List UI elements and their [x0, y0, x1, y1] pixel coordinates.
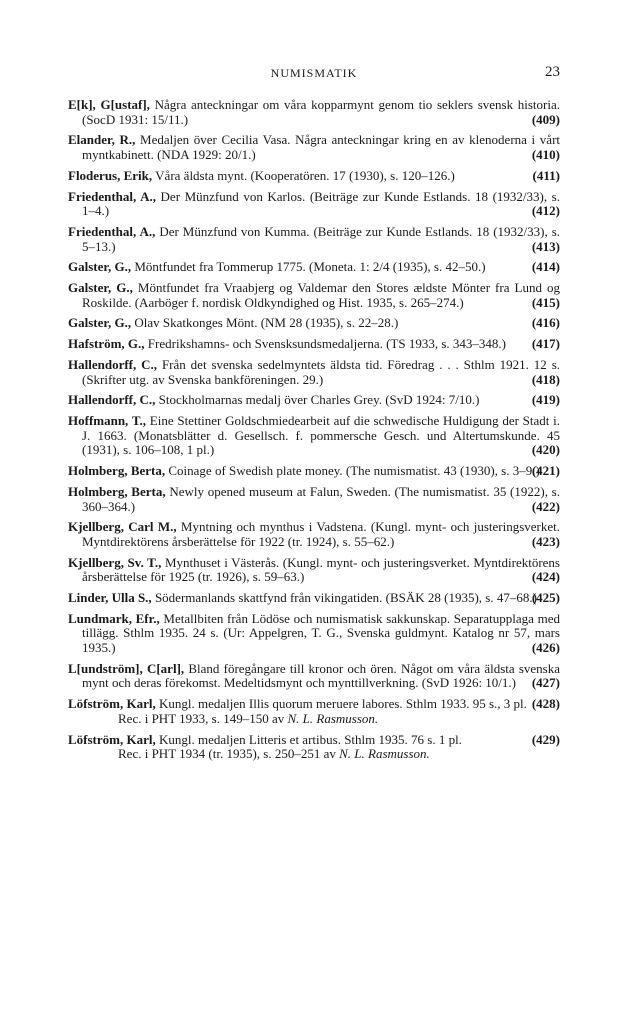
entry-text [68, 281, 560, 310]
bibliography-entry [68, 337, 560, 352]
bibliography-entry [68, 98, 560, 127]
entry-number: (412) [531, 203, 560, 219]
review-text: Rec. i PHT 1934 (tr. 1935), s. 250–251 av [118, 746, 340, 762]
entry-text [68, 225, 560, 254]
bibliography-entry [68, 358, 560, 387]
entry-title: Möntfundet fra Tommerup 1775. (Moneta. 1: 2/4 (1935), s. 42–50.) [131, 259, 486, 275]
entry-text [68, 393, 560, 408]
entry-author: Friedenthal, A., [68, 188, 156, 204]
entry-number: (415) [531, 294, 560, 310]
entry-review [68, 712, 560, 727]
entry-number: (416) [531, 315, 560, 331]
entry-author: Hoffmann, T., [68, 413, 147, 429]
entry-text [68, 485, 560, 514]
entry-author: Holmberg, Berta, [68, 463, 166, 479]
entry-title: Myntning och mynthus i Vadstena. (Kungl. mynt- och justeringsverket. Myntdirektörens årsberättelse för 1922 (tr. 1924), s. 55–62.) [82, 519, 561, 549]
bibliography-entry [68, 591, 560, 606]
bibliography-entry [68, 169, 560, 184]
entry-text [68, 133, 560, 162]
bibliography-entry [68, 316, 560, 331]
entry-text [68, 169, 560, 184]
entry-title: Metallbiten från Lödöse och numismatisk sakkunskap. Separatupplaga med tillägg. Sthlm 1935. 24 s. (Ur: Appelgren, T. G., Svenska guldmynt. Katalog nr 57, mars 1935.) [82, 610, 560, 655]
entry-author: Galster, G., [68, 315, 132, 331]
entry-number: (411) [532, 167, 560, 183]
entry-title: Kungl. medaljen Illis quorum meruere labores. Sthlm 1933. 95 s., 3 pl. [155, 696, 527, 712]
entry-title: Newly opened museum at Falun, Sweden. (The numismatist. 35 (1922), s. 360–364.) [82, 483, 560, 514]
entry-number: (427) [531, 675, 560, 691]
entry-author: Hallendorff, C., [68, 357, 158, 372]
bibliography-entry [68, 393, 560, 408]
bibliography-entry [68, 556, 560, 585]
entry-text [68, 358, 560, 387]
entry-text [68, 260, 560, 275]
bibliography-entry [68, 190, 560, 219]
entry-title: Medaljen över Cecilia Vasa. Några anteckningar kring en av klenoderna i vårt myntkabinett. (NDA 1929: 20/1.) [82, 132, 561, 162]
entry-number: (429) [531, 731, 560, 747]
entry-author: Hafström, G., [68, 336, 145, 352]
bibliography-list [68, 98, 560, 768]
entry-text [68, 464, 560, 479]
entry-author: Galster, G., [68, 259, 132, 275]
entry-title: Eine Stettiner Goldschmiedearbeit auf die schwedische Huldigung der Stadt i. J. 1663. (Monatsblätter d. Gesellsch. f. pommersche Gesch. und Altertumskunde. 45 (1931), s. 106–108, 1 pl.) [82, 413, 561, 458]
entry-review [68, 747, 560, 762]
entry-title: Der Münzfund von Karlos. (Beiträge zur Kunde Estlands. 18 (1932/33), s. 1–4.) [82, 188, 560, 219]
entry-number: (424) [531, 569, 560, 585]
entry-title: Våra äldsta mynt. (Kooperatören. 17 (1930), s. 120–126.) [152, 167, 455, 183]
entry-title: Från det svenska sedelmyntets äldsta tid. Föredrag . . . Sthlm 1921. 12 s. (Skrifter utg. av Svenska bankföreningen. 29.) [82, 357, 561, 387]
entry-author: Hallendorff, C., [68, 392, 156, 408]
entry-text [68, 697, 560, 712]
entry-number: (413) [531, 238, 560, 254]
page-header [68, 66, 560, 88]
review-text: Rec. i PHT 1933, s. 149–150 av [118, 710, 288, 726]
entry-number: (410) [531, 146, 560, 162]
entry-author: Elander, R., [68, 132, 136, 148]
entry-number: (425) [531, 590, 560, 606]
running-head: NUMISMATIK [270, 66, 358, 80]
bibliography-entry [68, 485, 560, 514]
entry-number: (426) [531, 640, 560, 655]
entry-title: Stockholmarnas medalj över Charles Grey. (SvD 1924: 7/10.) [155, 392, 480, 408]
entry-number: (418) [531, 371, 560, 387]
entry-title: Kungl. medaljen Litteris et artibus. Sthlm 1935. 76 s. 1 pl. [155, 731, 462, 747]
entry-author: Kjellberg, Sv. T., [68, 554, 162, 570]
bibliography-entry [68, 281, 560, 310]
entry-author: E[k], G[ustaf], [68, 97, 150, 112]
entry-author: Löfström, Karl, [68, 731, 156, 747]
entry-text [68, 733, 560, 748]
entry-author: Floderus, Erik, [68, 167, 153, 183]
entry-title: Olav Skatkonges Mönt. (NM 28 (1935), s. 22–28.) [131, 315, 399, 331]
entry-text [68, 662, 560, 691]
entry-number: (417) [531, 336, 560, 352]
entry-number: (421) [531, 463, 560, 479]
reviewer-name: N. L. Rasmusson. [287, 710, 379, 726]
reviewer-name: N. L. Rasmusson. [339, 746, 430, 762]
entry-number: (420) [531, 442, 560, 458]
entry-text [68, 190, 560, 219]
entry-title: Bland föregångare till kronor och ören. Något om våra äldsta svenska mynt och deras förekomst. Medeltidsmynt och mynttillverkning. (SvD 1926: 10/1.) [82, 660, 561, 691]
entry-author: Kjellberg, Carl M., [68, 519, 177, 535]
entry-number: (409) [531, 111, 560, 127]
entry-number: (414) [531, 259, 560, 275]
entry-author: Galster, G., [68, 280, 133, 296]
page-number: 23 [545, 64, 560, 80]
entry-author: Linder, Ulla S., [68, 590, 152, 606]
entry-text [68, 612, 560, 656]
bibliography-entry [68, 520, 560, 549]
bibliography-entry [68, 225, 560, 254]
entry-text [68, 591, 560, 606]
entry-text [68, 337, 560, 352]
bibliography-entry [68, 414, 560, 458]
entry-number: (423) [531, 533, 560, 549]
bibliography-entry [68, 662, 560, 691]
entry-number: (419) [531, 392, 560, 408]
entry-title: Möntfundet fra Vraabjerg og Valdemar den Stores ældste Mönter fra Lund og Roskilde. (Aarböger f. nordisk Oldkyndighed og Hist. 1935, s. 265–274.) [82, 280, 560, 310]
bibliography-entry [68, 133, 560, 162]
entry-text [68, 414, 560, 458]
entry-author: L[undström], C[arl], [68, 660, 185, 676]
entry-title: Mynthuset i Västerås. (Kungl. mynt- och justeringsverket. Myntdirektörens årsberättelse för 1925 (tr. 1926), s. 59–63.) [82, 554, 560, 585]
bibliography-entry [68, 260, 560, 275]
entry-number: (422) [531, 498, 560, 514]
bibliography-entry [68, 733, 560, 762]
bibliography-entry [68, 464, 560, 479]
entry-author: Lundmark, Efr., [68, 610, 160, 626]
entry-title: Några anteckningar om våra kopparmynt genom tio seklers svensk historia. (SocD 1931: 15/11.) [82, 97, 561, 127]
entry-number: (428) [531, 696, 560, 712]
entry-author: Friedenthal, A., [68, 223, 156, 239]
entry-author: Löfström, Karl, [68, 696, 156, 712]
entry-text [68, 98, 560, 127]
entry-title: Der Münzfund von Kumma. (Beiträge zur Kunde Estlands. 18 (1932/33), s. 5–13.) [82, 223, 561, 254]
entry-title: Fredrikshamns- och Svensksundsmedaljerna. (TS 1933, s. 343–348.) [144, 336, 506, 352]
entry-text [68, 556, 560, 585]
bibliography-entry [68, 697, 560, 726]
entry-text [68, 520, 560, 549]
entry-title: Södermanlands skattfynd från vikingatiden. (BSÄK 28 (1935), s. 47–68.) [151, 590, 537, 606]
entry-text [68, 316, 560, 331]
entry-author: Holmberg, Berta, [68, 483, 166, 499]
entry-title: Coinage of Swedish plate money. (The numismatist. 43 (1930), s. 3–9.) [165, 463, 540, 479]
bibliography-entry [68, 612, 560, 656]
